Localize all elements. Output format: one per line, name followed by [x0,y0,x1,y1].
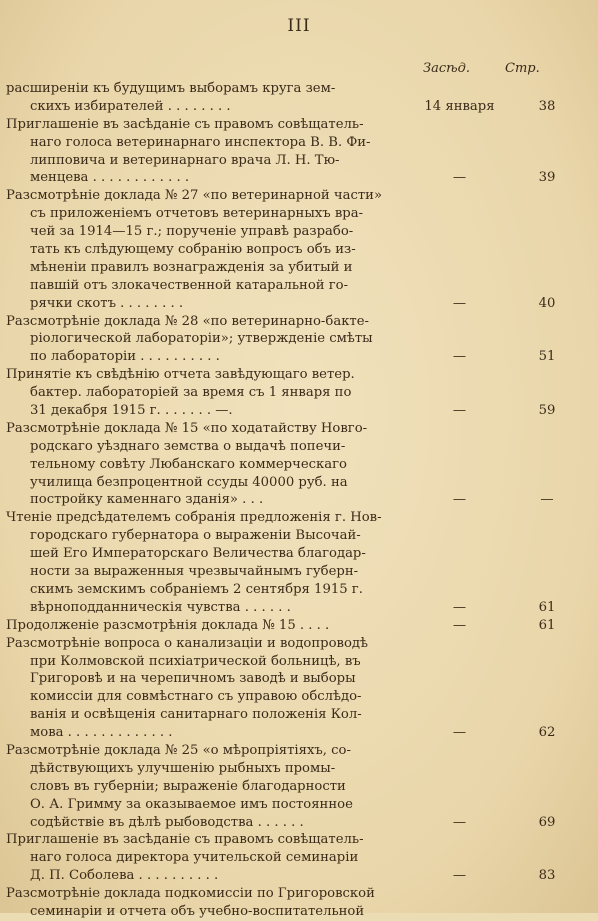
entry-line-text: ности за выраженныя чрезвычайнымъ губерн- [30,564,359,580]
contents-entry [6,635,572,742]
session-date: 14 января [424,98,495,114]
entry-line-text: Приглашеніе въ засѣданіе съ правомъ совѣщатель- [6,116,364,132]
session-date: — [452,599,467,615]
entry-line [6,653,572,671]
entry-line-text: Разсмотрѣніе доклада подкомиссіи по Григоровской [6,886,375,902]
entry-line [6,366,572,384]
entry-line-text: вѣрноподданническія чувства . . . . . . [30,599,291,615]
entry-line-text: Разсмотрѣніе доклада № 27 «по ветеринарной части» [6,188,383,204]
page-reference: 40 [538,295,556,311]
entry-line-text: городскаго губернатора о выраженіи Высочай- [30,528,361,544]
page-reference: 83 [538,868,556,884]
page-reference: 59 [538,403,556,419]
contents-list [6,80,572,921]
entry-line-text: 31 декабря 1915 г. . . . . . . —. [30,403,233,419]
contents-entry [6,187,572,312]
contents-entry [6,509,572,616]
entry-line [6,259,572,277]
entry-line [6,778,572,796]
entry-line [6,563,572,581]
entry-line-text: О. А. Гримму за оказываемое имъ постоянное [30,796,353,812]
entry-line-text: наго голоса ветеринарнаго инспектора В. В. Фи- [30,134,371,150]
contents-entry [6,885,572,921]
contents-entry [6,420,572,509]
entry-line-text: Принятіе къ свѣдѣнію отчета завѣдующаго ветер. [6,367,355,383]
session-date: — [452,492,467,508]
entry-line-text: тать къ слѣдующему собранію вопросъ объ из- [30,242,356,258]
page-reference: 61 [538,617,556,633]
entry-line-text: павшій отъ злокачественной катаральной го- [30,277,349,293]
entry-line-text: дѣйствующихъ улучшенію рыбныхъ промы- [30,760,336,776]
entry-line-text: постройку каменнаго зданія» . . . [30,492,264,508]
entry-line-text: менцева . . . . . . . . . . . . [30,170,190,186]
session-column-header: Засѣд. [423,61,470,76]
entry-line-text: семинаріи и отчета объ учебно-воспитательной [30,903,365,919]
entry-line-text: Д. П. Соболева . . . . . . . . . . [30,868,219,884]
entry-line [6,420,572,438]
contents-entry [6,742,572,831]
entry-reference [412,599,572,617]
page-number: III [287,16,311,36]
page-reference: 38 [538,98,556,114]
entry-line-text: ванія и освѣщенія санитарнаго положенія Кол- [30,707,362,723]
entry-line-text: по лабораторіи . . . . . . . . . . [30,349,220,365]
entry-reference [412,98,572,116]
entry-line-text: Разсмотрѣніе доклада № 28 «по ветеринарно-бакте- [6,313,369,329]
entry-line [6,885,572,903]
entry-line [6,187,572,205]
entry-line [6,330,572,348]
entry-reference [412,903,572,921]
contents-entry [6,313,572,367]
entry-reference [412,348,572,366]
contents-entry [6,617,572,635]
entry-reference [412,814,572,832]
contents-entry [6,80,572,116]
entry-line-text: родскаго уѣзднаго земства о выдачѣ попечи- [30,438,346,454]
contents-entry [6,831,572,885]
column-headers [0,61,598,79]
entry-line [6,438,572,456]
page-reference: 62 [538,725,556,741]
entry-line [6,760,572,778]
entry-line [6,831,572,849]
entry-reference [412,402,572,420]
entry-line [6,688,572,706]
entry-line-text: Разсмотрѣніе доклада № 25 «о мѣропріятіяхъ, со- [6,742,351,758]
entry-line [6,670,572,688]
entry-reference [412,724,572,742]
entry-line [6,134,572,152]
session-date: — [452,295,467,311]
entry-line [6,456,572,474]
entry-line-text: рячки скотъ . . . . . . . . [30,295,184,311]
entry-reference [412,295,572,313]
session-date: — [452,725,467,741]
entry-line-text: Чтеніе предсѣдателемъ собранія предложенія г. Нов- [6,510,382,526]
entry-reference [412,617,572,635]
entry-reference [412,169,572,187]
entry-line [6,849,572,867]
entry-line [6,581,572,599]
entry-line-text: Разсмотрѣніе доклада № 15 «по ходатайству Новго- [6,420,368,436]
entry-line [6,545,572,563]
contents-entry [6,366,572,420]
page-reference: — [540,492,554,508]
entry-line-text: шей Его Императорскаго Величества благодар- [30,546,366,562]
session-date: — [452,170,467,186]
entry-line-text: мова . . . . . . . . . . . . . [30,725,173,741]
entry-line-text: скихъ избирателей . . . . . . . . [30,98,231,114]
entry-line-text: тельному совѣту Любанскаго коммерческаго [30,456,347,472]
entry-line [6,474,572,492]
entry-line-text: расширеніи къ будущимъ выборамъ круга зем- [6,81,336,96]
entry-line-text: липповича и ветеринарнаго врача Л. Н. Тю- [30,152,340,168]
entry-line-text: при Колмовской психіатрической больницѣ, въ [30,653,361,669]
entry-line [6,80,572,98]
entry-reference [412,867,572,885]
entry-line [6,706,572,724]
entry-line [6,205,572,223]
entry-line [6,509,572,527]
page-reference: 69 [538,814,556,830]
entry-line-text: бактер. лабораторіей за время съ 1 января по [30,385,352,401]
session-date: — [452,403,467,419]
entry-line-text: ріологической лабораторіи»; утвержденіе смѣты [30,331,373,347]
entry-line-text: Продолженіе разсмотрѣнія доклада № 15 . . . . [6,617,330,633]
entry-line-text: чей за 1914—15 г.; порученіе управѣ разрабо- [30,224,354,240]
entry-line-text: съ приложеніемъ отчетовъ ветеринарныхъ вра- [30,206,364,222]
entry-line-text: мѣненіи правилъ вознагражденія за убитый и [30,259,353,275]
contents-entry [6,116,572,188]
session-date: — [452,617,467,633]
entry-line-text: комиссіи для совмѣстнаго съ управою обслѣдо- [30,689,362,705]
entry-line-text: Приглашеніе въ засѣданіе съ правомъ совѣщатель- [6,832,364,848]
entry-line [6,384,572,402]
page-reference: 39 [538,170,556,186]
entry-line [6,313,572,331]
entry-line [6,116,572,134]
entry-line [6,223,572,241]
entry-line-text: словъ въ губерніи; выраженіе благодарности [30,778,346,794]
entry-line [6,635,572,653]
entry-line-text: Григоровѣ и на черепичномъ заводѣ и выборы [30,671,356,687]
entry-reference [412,491,572,509]
entry-line [6,152,572,170]
entry-line-text: училища безпроцентной ссуды 40000 руб. на [30,474,348,490]
session-date: — [452,349,467,365]
entry-line-text: наго голоса директора учительской семинаріи [30,850,359,866]
entry-line-text: скимъ земскимъ собраніемъ 2 сентября 1915 г. [30,581,363,597]
page-reference: 61 [538,599,556,615]
entry-line-text: содѣйствіе въ дѣлѣ рыбоводства . . . . . . [30,814,304,830]
entry-line [6,527,572,545]
entry-line-text: Разсмотрѣніе вопроса о канализаціи и водопроводѣ [6,635,368,651]
entry-line [6,241,572,259]
entry-line [6,796,572,814]
page-reference: 51 [538,349,556,365]
page-column-header: Стр. [505,61,540,76]
entry-line [6,277,572,295]
entry-line [6,742,572,760]
session-date: — [452,868,467,884]
session-date: — [452,814,467,830]
